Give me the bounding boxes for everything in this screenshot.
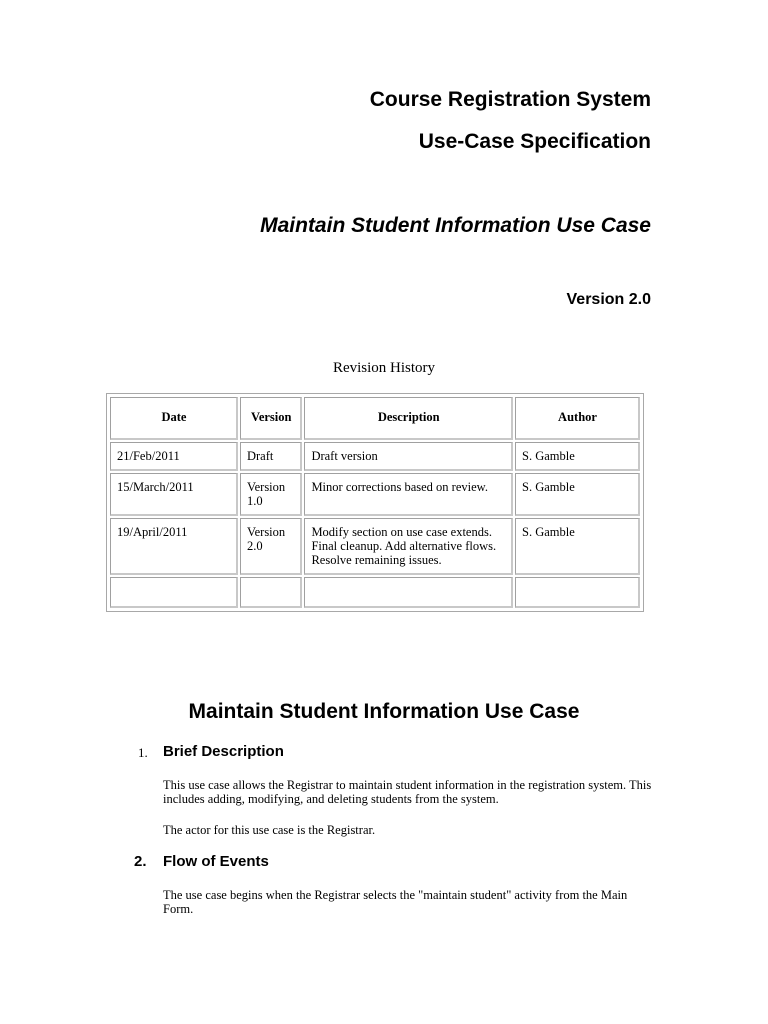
paragraph: This use case allows the Registrar to maintain student information in the registration system. This includes adding, modifying, and deleting students from the system. xyxy=(163,778,652,806)
cell-version: Version 1.0 xyxy=(240,473,302,516)
table-row xyxy=(110,473,640,516)
column-header-date: Date xyxy=(110,397,238,440)
column-header-version: Version xyxy=(240,397,302,440)
use-case-name: Maintain Student Information Use Case xyxy=(260,214,651,237)
cell-version: Draft xyxy=(240,442,302,471)
cell-author: S. Gamble xyxy=(515,442,640,471)
paragraph: The actor for this use case is the Registrar. xyxy=(163,823,376,837)
column-header-description: Description xyxy=(304,397,513,440)
section-number: 1. xyxy=(138,745,148,760)
paragraph: The use case begins when the Registrar selects the "maintain student" activity from the Main Form. xyxy=(163,888,628,916)
section-heading: Maintain Student Information Use Case xyxy=(188,700,580,723)
cell-empty xyxy=(110,577,238,608)
cell-author: S. Gamble xyxy=(515,518,640,575)
cell-date: 19/April/2011 xyxy=(110,518,238,575)
cell-empty xyxy=(304,577,513,608)
document-title: Course Registration System xyxy=(369,88,651,111)
section-title-brief-description: Brief Description xyxy=(163,743,284,760)
column-header-author: Author xyxy=(515,397,640,440)
cell-empty xyxy=(515,577,640,608)
cell-description: Modify section on use case extends. Final cleanup. Add alternative flows. Resolve remaining issues. xyxy=(304,518,513,575)
revision-history-caption: Revision History xyxy=(332,360,436,376)
table-row xyxy=(110,518,640,575)
cell-description: Draft version xyxy=(304,442,513,471)
cell-version: Version 2.0 xyxy=(240,518,302,575)
document-type: Use-Case Specification xyxy=(418,130,651,153)
cell-date: 21/Feb/2011 xyxy=(110,442,238,471)
cell-date: 15/March/2011 xyxy=(110,473,238,516)
table-row-empty xyxy=(110,577,640,608)
table-header-row xyxy=(110,397,640,440)
revision-history-table xyxy=(108,395,642,610)
document-version: Version 2.0 xyxy=(566,291,651,308)
section-number: 2. xyxy=(134,853,147,870)
revision-history-table-frame xyxy=(106,393,644,612)
section-title-flow-of-events: Flow of Events xyxy=(163,853,269,870)
cell-description: Minor corrections based on review. xyxy=(304,473,513,516)
cell-author: S. Gamble xyxy=(515,473,640,516)
cell-empty xyxy=(240,577,302,608)
table-row xyxy=(110,442,640,471)
